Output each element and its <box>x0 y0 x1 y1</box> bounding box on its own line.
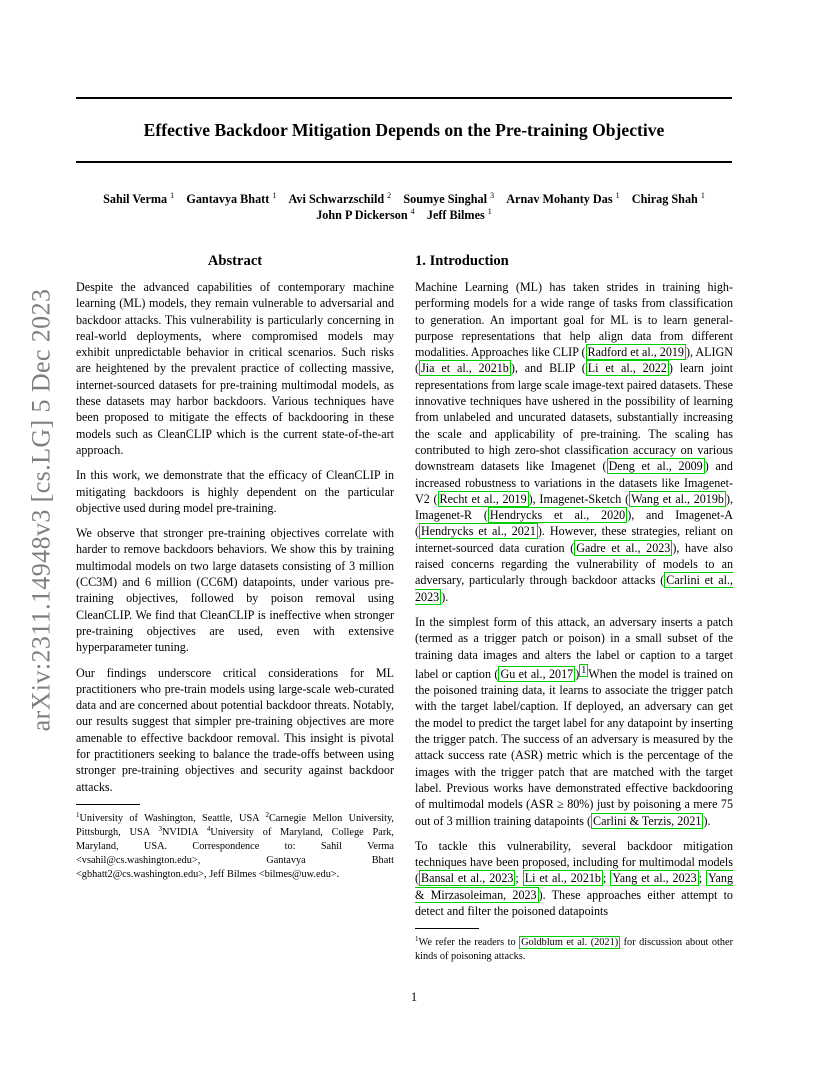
author-affiliation-mark: 2 <box>387 191 392 200</box>
footnote-ref-link[interactable]: 1 <box>581 664 587 676</box>
text-run: for discussion about other kinds of poisoning attacks. <box>415 937 733 963</box>
affiliation-text: University of Maryland, College Park, Maryland, USA. Correspondence to: Sahil Verma <vsahil@cs.washington.edu>, Gantavya Bhatt <gbhatt2@cs.washington.edu>, Jeff Bilmes <bilmes@uw.edu>. <box>76 826 395 880</box>
author-affiliation-mark: 1 <box>487 207 492 216</box>
citation-link[interactable]: Li et al., 2022 <box>587 361 667 376</box>
affiliations-footnote <box>76 812 394 882</box>
author <box>403 192 494 206</box>
abstract-paragraph: Despite the advanced capabilities of contemporary machine learning (ML) models, they remain vulnerable to adversarial and backdoor attacks. This vulnerability is particularly concerning in real-world deployments, where compromised models may exhibit unpredictable behavior in critical scenarios. Such risks are heightened by the prevalent practice of collecting massive, internet-sourced datasets for pre-training multimodal models, as these datasets may harbor backdoors. Various techniques have been proposed to mitigate the effects of backdooring in these models such as CleanCLIP which is the current state-of-the-art approach. <box>76 280 394 457</box>
citation-link[interactable]: Carlini et al., 2023 <box>415 573 733 604</box>
text-run: ), and Imagenet-A ( <box>415 508 734 539</box>
citation-link[interactable]: Carlini & Terzis, 2021 <box>593 813 702 828</box>
introduction-paragraph <box>415 614 733 829</box>
text-run: To tackle this vulnerability, several backdoor mitigation techniques have been proposed, including for multimodal models ( <box>415 838 733 886</box>
page-number: 1 <box>410 990 418 1004</box>
affiliation-text: Carnegie Mellon University, Pittsburgh, USA <box>76 812 394 838</box>
citation-link[interactable]: Yang & Mirzasoleiman, 2023 <box>415 871 734 902</box>
introduction-body <box>415 279 733 919</box>
author-name: Jeff Bilmes <box>426 208 485 222</box>
affiliation-text: University of Washington, Seattle, USA <box>79 812 266 824</box>
text-run: ), Imagenet-R ( <box>415 491 733 523</box>
author-name: Soumye Singhal <box>403 192 488 206</box>
text-run: ) <box>575 666 580 681</box>
affiliation-text: NVIDIA <box>162 826 207 838</box>
text-run: ) and increased robustness to variations in the datasets like Imagenet-V2 ( <box>415 459 733 506</box>
citation-link[interactable]: Goldblum et al. (2021) <box>521 937 619 949</box>
text-run: In the simplest form of this attack, an adversary inserts a patch (termed as a trigger patch or poison) in a small subset of the training data images and alters the label or caption to a target label or caption ( <box>415 614 733 681</box>
text-run: ), have also raised concerns regarding the vulnerability of models to an adversary, particularly through backdoor attacks ( <box>415 540 733 588</box>
citation-link[interactable]: Wang et al., 2019b <box>631 491 724 506</box>
citation-link[interactable]: Deng et al., 2009 <box>608 459 703 474</box>
affiliation-mark: 2 <box>265 810 269 819</box>
author-name: Chirag Shah <box>631 192 698 206</box>
citation-link[interactable]: Radford et al., 2019 <box>587 345 684 360</box>
footnote-mark: 1 <box>415 935 419 944</box>
footnote-rule <box>76 804 140 805</box>
citation-link[interactable]: Li et al., 2021b <box>524 871 601 886</box>
citation-link[interactable]: Gadre et al., 2023 <box>576 540 671 555</box>
text-run: Machine Learning (ML) has taken strides in training high-performing models for a wide range of tasks from classification to generation. An important goal for ML is to learn general-purpose representations that help align data from different modalities. Approaches like CLIP ( <box>415 280 733 360</box>
citation-link[interactable]: Recht et al., 2019 <box>439 491 527 506</box>
author <box>427 208 492 222</box>
abstract-heading: Abstract <box>207 253 263 269</box>
introduction-paragraph <box>415 279 733 605</box>
abstract-paragraph: Our findings underscore critical considerations for ML practitioners who pre-train models using large-scale web-curated data and are concerned about potential backdoor threats. Notably, our results suggest that simpler pre-training objectives are more amenable to effective backdoor removal. This insight is pivotal for practitioners seeking to balance the trade-offs between using stronger pre-training objectives and security against backdoor attacks. <box>76 665 394 794</box>
author-name: John P Dickerson <box>316 208 408 222</box>
author-name: Avi Schwarzschild <box>288 192 385 206</box>
affiliation-mark: 4 <box>206 824 211 833</box>
author-name: Arnav Mohanty Das <box>506 192 613 206</box>
author <box>316 208 414 222</box>
title-rule-bottom <box>76 161 732 163</box>
arxiv-identifier-sidebar <box>20 290 62 730</box>
text-run: When the model is trained on the poisoned training data, it learns to associate the trigger patch with the target label/caption. If deployed, an adversary can get the model to predict the target label for any datapoint by inserting the trigger patch. The success of an adversary is measured by the attack success rate (ASR) metric which is the percentage of the images with the trigger patch that are matched with the target label. Previous works have demonstrated effective backdooring of multimodal models (ASR ≥ 80%) just by poisoning a mere 75 out of 3 million training datapoints ( <box>415 666 733 828</box>
introduction-paragraph <box>415 838 733 919</box>
abstract-paragraph: We observe that stronger pre-training objectives correlate with harder to remove backdoors behaviors. We show this by training multimodal models on two large datasets consisting of 3 million (CC3M) and 6 million (CC6M) datapoints, under various pre-training objectives, followed by poison removal using CleanCLIP. We find that CleanCLIP is ineffective when stronger pre-training objectives are used, even with extensive hyperparameter tuning. <box>76 526 394 655</box>
text-run: ) learn joint representations from large scale image-text paired datasets. These innovative techniques have ushered in the possibility of learning from unlabeled and uncurated datasets, substantially increasing the scale and applicability of pre-training. The scaling has contributed to high zero-shot classification accuracy on various downstream datasets like Imagenet ( <box>415 361 733 474</box>
text-run: ; <box>515 871 523 886</box>
text-run: ), and BLIP ( <box>510 361 586 376</box>
citation-link[interactable]: Jia et al., 2021b <box>421 361 509 376</box>
text-run: ). These approaches either attempt to detect and filter the poisoned datapoints <box>415 887 733 919</box>
citation-link[interactable]: Hendrycks et al., 2021 <box>421 524 536 539</box>
arxiv-identifier-text: arXiv:2311.14948v3 [cs.LG] 5 Dec 2023 <box>26 288 55 732</box>
citation-link[interactable]: Bansal et al., 2023 <box>421 871 514 886</box>
author-affiliation-mark: 4 <box>410 207 415 216</box>
author <box>632 192 705 206</box>
author <box>506 192 619 206</box>
footnote-rule <box>415 928 479 929</box>
title-rule-top <box>76 97 732 99</box>
abstract-body <box>76 279 394 795</box>
affiliation-mark: 1 <box>76 810 80 819</box>
text-run: We refer the readers to <box>418 937 520 949</box>
introduction-heading: 1. Introduction <box>415 253 509 269</box>
text-run: ). <box>703 813 711 828</box>
text-run: ; <box>602 871 611 886</box>
author <box>186 192 276 206</box>
author-affiliation-mark: 3 <box>490 191 495 200</box>
author-name: Gantavya Bhatt <box>186 192 270 206</box>
author <box>103 192 174 206</box>
author <box>289 192 392 206</box>
footnote-1 <box>415 936 733 964</box>
author-affiliation-mark: 1 <box>615 191 620 200</box>
text-run: ), Imagenet-Sketch ( <box>528 491 630 506</box>
paper-title: Effective Backdoor Mitigation Depends on the Pre-training Objective <box>143 120 665 140</box>
author-affiliation-mark: 1 <box>170 191 175 200</box>
text-run: ). <box>441 589 449 604</box>
author-list <box>76 191 732 223</box>
citation-link[interactable]: Gu et al., 2017 <box>500 666 574 681</box>
author-affiliation-mark: 1 <box>700 191 705 200</box>
author-affiliation-mark: 1 <box>272 191 277 200</box>
author-name: Sahil Verma <box>103 192 168 206</box>
text-run: ). However, these strategies, reliant on internet-sourced data curation ( <box>415 524 733 555</box>
right-column <box>415 252 733 964</box>
citation-link[interactable]: Hendrycks et al., 2020 <box>489 508 626 523</box>
abstract-paragraph: In this work, we demonstrate that the efficacy of CleanCLIP in mitigating backdoors is highly dependent on the particular objective used during model pre-training. <box>76 468 394 515</box>
text-run: ), ALIGN ( <box>415 345 733 376</box>
citation-link[interactable]: Yang et al., 2023 <box>612 871 697 886</box>
affiliation-mark: 3 <box>158 824 162 833</box>
left-column <box>76 252 394 882</box>
text-run: ; <box>698 871 707 886</box>
